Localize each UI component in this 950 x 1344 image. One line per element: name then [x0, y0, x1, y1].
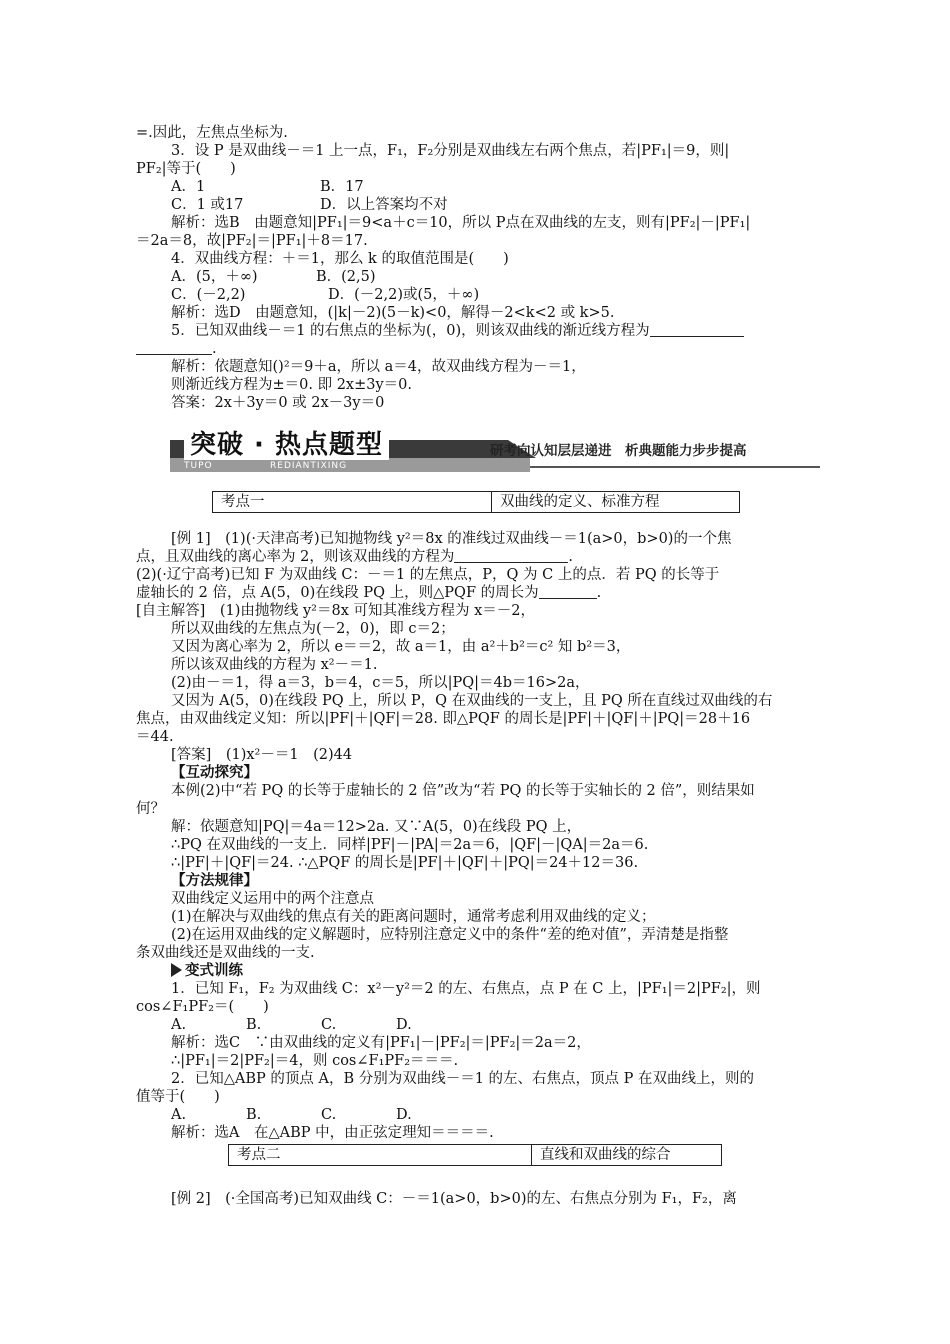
answer-blank [454, 548, 568, 563]
option-b: B. [246, 1017, 262, 1033]
option-a: A．(5，＋∞) [171, 269, 258, 285]
topic-title: 双曲线的定义、标准方程 [500, 494, 660, 510]
banner-tagline: 研考向认知层层递进 析典题能力步步提高 [490, 443, 747, 459]
variation-line: cos∠F₁PF₂＝( ) [136, 999, 269, 1015]
example-text: 虚轴长的 2 倍，点 A(5，0)在线段 PQ 上，则△PQF 的周长为 [136, 585, 539, 601]
option-row [171, 178, 816, 196]
answer-blank [136, 340, 212, 355]
interactive-line: ∴PQ 在双曲线的一支上．同样|PF|－|PA|＝2a＝6，|QF|－|QA|＝2a＝6. [171, 837, 649, 853]
banner-subtitle-left: TUPO [184, 461, 213, 471]
interactive-line: 何？ [136, 801, 165, 817]
question-text: 5．已知双曲线－＝1 的右焦点的坐标为(，0)，则该双曲线的渐近线方程为 [171, 323, 650, 339]
answer-line: [答案] (1)x²－＝1 (2)44 [171, 747, 353, 763]
option-b: B．(2,5) [316, 269, 376, 285]
option-a: A. [171, 1017, 187, 1033]
option-a: A．1 [171, 179, 206, 195]
text-line: ＝2a＝8，故|PF₂|＝|PF₁|＋8＝17. [136, 233, 368, 249]
topic-label: 考点一 [221, 494, 265, 510]
topic-title: 直线和双曲线的综合 [540, 1147, 671, 1163]
section-banner [170, 430, 820, 472]
method-heading: 【方法规律】 [171, 873, 258, 889]
interactive-line: 本例(2)中“若 PQ 的长等于虚轴长的 2 倍”改为“若 PQ 的长等于实轴长的 2 倍”，则结果如 [171, 783, 755, 799]
solution-line: 焦点，由双曲线定义知：所以|PF|＋|QF|＝28. 即△PQF 的周长是|PF|＋|QF|＋|PQ|＝28＋16 [136, 711, 751, 727]
period: . [212, 341, 217, 357]
topic-box-1 [212, 491, 740, 513]
option-d: D．以上答案均不对 [320, 197, 448, 213]
option-c: C. [321, 1017, 337, 1033]
solution-line: 解析：依题意知()²＝9＋a，所以 a＝4，故双曲线方程为－＝1， [171, 359, 586, 375]
solution-line: ＝44. [136, 729, 174, 745]
solution-line: 又因为 A(5，0)在线段 PQ 上，所以 P，Q 在双曲线的一支上，且 PQ 所在直线过双曲线的右 [171, 693, 773, 709]
method-line: (2)在运用双曲线的定义解题时，应特别注意定义中的条件“差的绝对值”，弄清楚是指整 [171, 927, 729, 943]
question-3-line: 3．设 P 是双曲线－＝1 上一点，F₁，F₂分别是双曲线左右两个焦点，若|PF₁|＝9，则| [171, 143, 730, 159]
question-4-line: 4．双曲线方程：＋＝1，那么 k 的取值范围是( ) [171, 251, 509, 267]
option-row [171, 1106, 816, 1124]
example-line: [例 2] (·全国高考)已知双曲线 C：－＝1(a>0，b>0)的左、右焦点分别为 F₁，F₂，离 [171, 1191, 737, 1207]
solution-line: 则渐近线方程为±＝0. 即 2x±3y＝0. [171, 377, 413, 393]
variation-title: 变式训练 [185, 963, 243, 979]
question-5-line [171, 322, 816, 340]
play-triangle-icon [171, 963, 182, 977]
solution-line: 解析：选A 在△ABP 中，由正弦定理知＝＝＝＝. [171, 1125, 494, 1141]
text-line [136, 340, 816, 358]
banner-rule [530, 466, 820, 468]
method-line: 双曲线定义运用中的两个注意点 [171, 891, 374, 907]
text-line: =.因此，左焦点坐标为. [136, 125, 288, 141]
option-b: B. [246, 1107, 262, 1123]
option-d: D. [396, 1107, 412, 1123]
option-b: B．17 [320, 179, 364, 195]
solution-line: 解析：选C ∵由双曲线的定义有|PF₁|－|PF₂|＝|PF₂|＝2a＝2， [171, 1035, 591, 1051]
solution-line: 所以双曲线的左焦点为(－2，0)，即 c＝2； [171, 621, 455, 637]
variation-line: 值等于( ) [136, 1089, 220, 1105]
banner-title: 突破 · 热点题型 [184, 430, 389, 460]
option-row [171, 196, 816, 214]
option-row [171, 1016, 816, 1034]
solution-line: (2)由－＝1，得 a＝3，b＝4，c＝5，所以|PQ|＝4b＝16>2a， [171, 675, 590, 691]
banner-subtitle-right: REDIANTIXING [270, 461, 348, 471]
topic-box-2 [228, 1144, 722, 1166]
option-a: A. [171, 1107, 187, 1123]
interactive-line: 解：依题意知|PQ|＝4a＝12>2a. 又∵A(5，0)在线段 PQ 上， [171, 819, 582, 835]
option-c: C．1 或17 [171, 197, 244, 213]
answer-blank [650, 322, 744, 337]
interactive-line: ∴|PF|＋|QF|＝24. ∴△PQF 的周长是|PF|＋|QF|＋|PQ|＝24＋12＝36. [171, 855, 639, 871]
option-row [171, 268, 816, 286]
solution-line: 解析：选D 由题意知，(|k|－2)(5－k)<0，解得－2<k<2 或 k>5. [171, 305, 615, 321]
solution-line: 解析：选B 由题意知|PF₁|＝9<a＋c＝10，所以 P点在双曲线的左支，则有|PF₂|－|PF₁| [171, 215, 751, 231]
example-line: 虚轴长的 2 倍，点 A(5，0)在线段 PQ 上，则△PQF 的周长为 . [136, 585, 602, 601]
example-text: 点，且双曲线的离心率为 2，则该双曲线的方程为 [136, 549, 455, 565]
text-line: PF₂|等于( ) [136, 161, 236, 177]
option-c: C．(－2,2) [171, 287, 246, 303]
solution-line: ∴|PF₁|＝2|PF₂|＝4，则 cos∠F₁PF₂＝＝＝. [171, 1053, 459, 1069]
method-line: 条双曲线还是双曲线的一支. [136, 945, 315, 961]
answer-line: 答案：2x＋3y＝0 或 2x－3y＝0 [171, 395, 385, 411]
solution-line: 所以该双曲线的方程为 x²－＝1. [171, 657, 378, 673]
example-line: (2)(·辽宁高考)已知 F 为双曲线 C：－＝1 的左焦点，P，Q 为 C 上的点．若 PQ 的长等于 [136, 567, 720, 583]
answer-blank [539, 584, 597, 599]
banner-grey-strip [170, 458, 530, 472]
variation-heading [171, 962, 816, 980]
topic-label: 考点二 [237, 1147, 281, 1163]
example-line: 点，且双曲线的离心率为 2，则该双曲线的方程为 . [136, 549, 573, 565]
solution-line: [自主解答] (1)由抛物线 y²＝8x 可知其准线方程为 x＝－2， [136, 603, 535, 619]
solution-line: 又因为离心率为 2，所以 e＝＝2，故 a＝1，由 a²＋b²＝c² 知 b²＝3， [171, 639, 631, 655]
variation-line: 2．已知△ABP 的顶点 A，B 分别为双曲线－＝1 的左、右焦点，顶点 P 在双曲线上，则的 [171, 1071, 755, 1087]
option-c: C. [321, 1107, 337, 1123]
interactive-heading: 【互动探究】 [171, 765, 258, 781]
option-row [171, 286, 816, 304]
option-d: D．(－2,2)或(5，＋∞) [328, 287, 480, 303]
example-line: [例 1] (1)(·天津高考)已知抛物线 y²＝8x 的准线过双曲线－＝1(a>0，b>0)的一个焦 [171, 531, 732, 547]
variation-line: 1．已知 F₁，F₂ 为双曲线 C：x²－y²＝2 的左、右焦点，点 P 在 C 上，|PF₁|＝2|PF₂|，则 [171, 981, 761, 997]
option-d: D. [396, 1017, 412, 1033]
method-line: (1)在解决与双曲线的焦点有关的距离问题时，通常考虑利用双曲线的定义； [171, 909, 656, 925]
